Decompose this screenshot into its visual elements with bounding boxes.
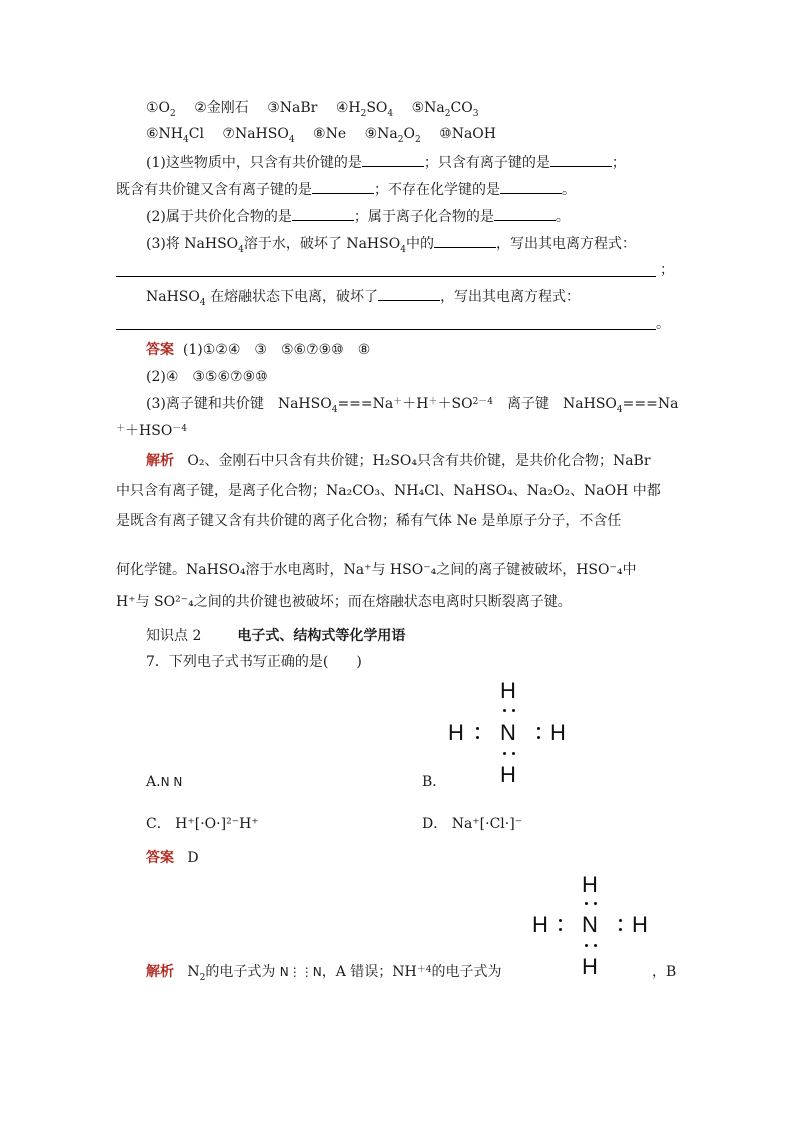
option-d[interactable]: D． Na⁺[·Cl·]⁻ bbox=[422, 816, 523, 832]
h-top: H bbox=[582, 872, 598, 897]
section-heading bbox=[146, 626, 405, 646]
semicolon: ； bbox=[660, 262, 674, 278]
section-title: 电子式、结构式等化学用语 bbox=[237, 628, 406, 644]
analysis-1-line-4: 何化学键。NaHSO₄溶于水电离时，Na⁺与 HSO⁻₄之间的离子键被破坏，HSO⁻₄中 bbox=[116, 562, 637, 578]
section-label: 知识点 2 bbox=[146, 628, 202, 644]
h-top: H bbox=[500, 678, 516, 703]
analysis-1-line-1: 解析 O₂、金刚石中只含有共价键；H₂SO₄只含有共价键，是共价化合物；NaBr bbox=[146, 453, 651, 469]
answer-label: 答案 bbox=[146, 850, 174, 866]
h-right: H bbox=[632, 912, 648, 937]
question-3-line-1: (3)将 NaHSO$_4$溶于水，破坏了 NaHSO$_4$中的 ，写出其电离方程式： bbox=[146, 233, 636, 260]
substance-row-2: $⑥NH_4Cl$ ⑦NaHSO$_4$ ⑧Ne $⑨Na_2O_2$ ⑩NaOH bbox=[146, 126, 496, 145]
analysis-2: 解析 $N_2$的电子式为 N⋮⋮N，A 错误；$NH^{+4}$的电子式为 bbox=[146, 964, 502, 983]
analysis-2-tail: ，B bbox=[652, 964, 677, 980]
n-center: N bbox=[582, 912, 598, 937]
answer-blank[interactable] bbox=[292, 206, 354, 221]
answer-blank[interactable] bbox=[434, 233, 496, 248]
h-left: H bbox=[532, 912, 548, 937]
ammonia-lewis-structure-b bbox=[448, 678, 578, 788]
answer-blank[interactable] bbox=[500, 179, 562, 194]
question-1-line-1: (1)这些物质中，只含有共价键的是 ；只含有离子键的是 ； bbox=[146, 152, 626, 173]
answer-blank[interactable] bbox=[362, 152, 424, 167]
answer-1-line-4: $^++HSO^{-4}$ bbox=[116, 423, 188, 439]
h-left: H bbox=[448, 720, 464, 745]
question-1-line-2: 既含有共价键又含有离子键的是 ；不存在化学键的是 。 bbox=[116, 179, 576, 200]
answer-blank[interactable] bbox=[550, 152, 612, 167]
answer-2: 答案 D bbox=[146, 850, 199, 866]
answer-blank[interactable] bbox=[494, 206, 556, 221]
answer-label: 答案 bbox=[146, 342, 174, 358]
answer-line[interactable] bbox=[116, 329, 656, 330]
n-center: N bbox=[500, 720, 516, 745]
answer-1-line-1: 答案 (1)①②④ ③ ⑤⑥⑦⑨⑩ ⑧ bbox=[146, 342, 371, 358]
h-right: H bbox=[550, 720, 566, 745]
answer-blank[interactable] bbox=[312, 179, 374, 194]
analysis-label: 解析 bbox=[146, 453, 174, 469]
answer-line[interactable] bbox=[116, 276, 656, 277]
h-bottom: H bbox=[582, 954, 598, 979]
period: 。 bbox=[656, 316, 670, 332]
analysis-label: 解析 bbox=[146, 964, 174, 980]
analysis-1-line-5: H⁺与 SO²⁻₄之间的共价键也被破坏；而在熔融状态电离时只断裂离子键。 bbox=[116, 594, 572, 610]
option-b[interactable]: B． bbox=[422, 774, 447, 790]
option-c[interactable]: C． H⁺[·O·]²⁻H⁺ bbox=[146, 816, 259, 832]
answer-1-line-2: (2)④ ③⑤⑥⑦⑨⑩ bbox=[146, 369, 268, 385]
h-bottom: H bbox=[500, 762, 516, 787]
question-2: (2)属于共价化合物的是 ；属于离子化合物的是 。 bbox=[146, 206, 570, 227]
question-3-line-2: NaHSO$_4$ 在熔融状态下电离，破坏了 ，写出其电离方程式： bbox=[146, 286, 580, 313]
substance-row-1: $①O_2$ ②金刚石 ③NaBr $④H_2SO_4$ $⑤Na_2CO_3$ bbox=[146, 100, 479, 119]
question-7-stem: 7．下列电子式书写正确的是( ) bbox=[146, 654, 362, 670]
option-a[interactable]: A.N N bbox=[146, 774, 183, 790]
ammonium-lewis-structure bbox=[532, 872, 662, 982]
analysis-1-line-3: 是既含有离子键又含有共价键的离子化合物；稀有气体 Ne 是单原子分子，不含任 bbox=[116, 513, 622, 529]
analysis-1-line-2: 中只含有离子键，是离子化合物；Na₂CO₃、NH₄Cl、NaHSO₄、Na₂O₂、NaOH 中都 bbox=[116, 483, 661, 499]
answer-1-line-3: (3)离子键和共价键 $NaHSO_4===Na^++H^++SO^{2-4}$ 离子键 NaHSO$_4$===Na bbox=[146, 396, 679, 415]
answer-blank[interactable] bbox=[378, 286, 440, 301]
